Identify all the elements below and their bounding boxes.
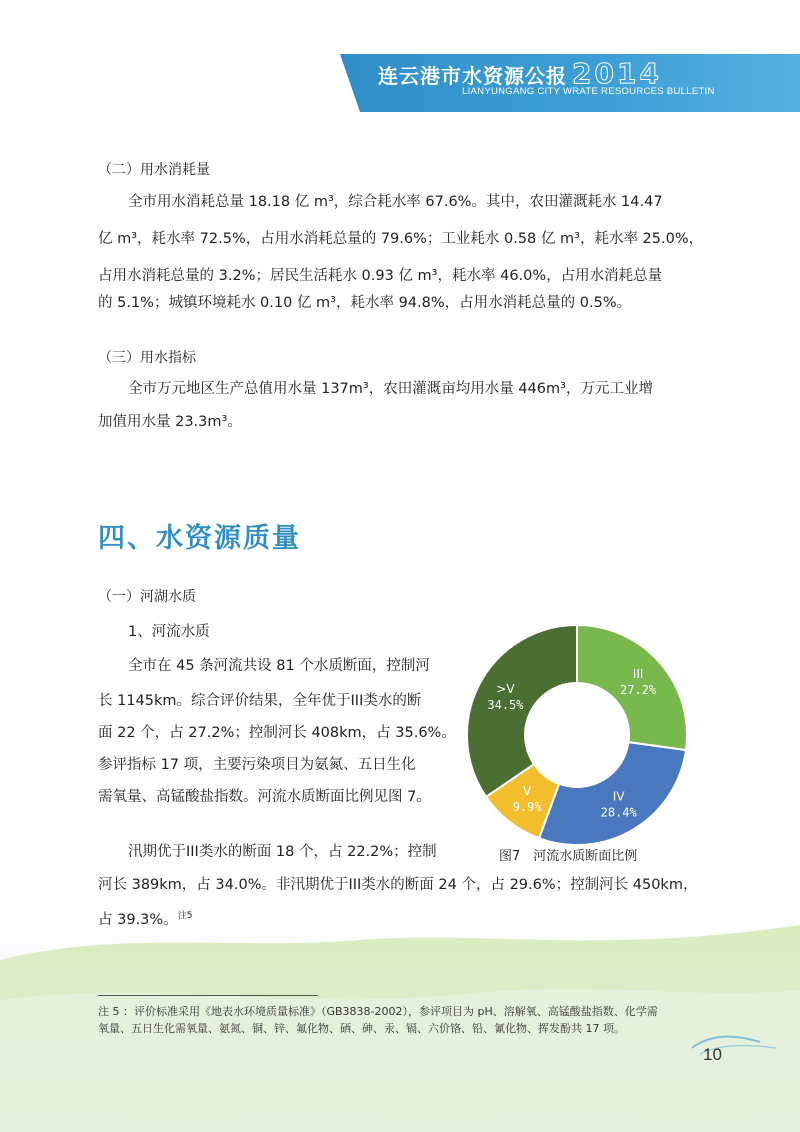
donut-category-label: >V [496,682,515,697]
flood-season-line-1: 汛期优于III类水的断面 18 个，占 22.2%；控制 [128,844,437,860]
flood-season-line-2: 河长 389km，占 34.0%。非汛期优于III类水的断面 24 个，占 29.6%；控制河长 450km， [98,877,698,893]
donut-value-label: 27.2% [620,682,657,697]
footnote-ref[interactable]: 注5 [177,911,193,921]
footnote-line-1: 注 5 ：评价标准采用《地表水环境质量标准》（GB3838-2002），参评项目为 pH、溶解氧、高锰酸盐指数、化学需 [98,1005,658,1018]
header-subtitle: LIANYUNGANG CITY WRATE RESOURCES BULLETIN [462,86,715,97]
consumption-heading: （二）用水消耗量 [98,162,210,178]
footnote-line-2: 氧量、五日生化需氧量、氨氮、铜、锌、氟化物、硒、砷、汞、镉、六价铬、铅、氰化物、挥发酚共 17 项。 [98,1022,625,1035]
page-number: 10 [703,1045,722,1064]
indicators-heading: （三）用水指标 [98,350,196,366]
quality-para-line-4: 参评指标 17 项，主要污染项目为氨氮、五日生化 [98,757,416,773]
river-quality-heading: 1、河流水质 [128,624,210,640]
header-title: 连云港市水资源公报 [378,64,567,88]
consumption-line-2: 亿 m³，耗水率 72.5%，占用水消耗总量的 79.6%；工业耗水 0.58 亿 m³，耗水率 25.0%， [98,231,704,247]
quality-para-line-2: 长 1145km。综合评价结果，全年优于III类水的断 [98,693,422,709]
river-quality-donut-chart [462,620,692,850]
donut-category-label: V [523,783,532,798]
indicators-line-1: 全市万元地区生产总值用水量 137m³，农田灌溉亩均用水量 446m³，万元工业增 [128,381,653,397]
quality-para-line-5: 需氧量、高锰酸盐指数。河流水质断面比例见图 7。 [98,789,431,805]
donut-category-label: IV [612,789,625,804]
footnote [98,1003,708,1037]
indicators-line-2: 加值用水量 23.3m³。 [98,414,242,430]
donut-value-label: 28.4% [600,805,637,820]
consumption-line-4: 的 5.1%；城镇环境耗水 0.10 亿 m³，耗水率 94.8%，占用水消耗总量的 0.5%。 [98,295,632,311]
header-year: 2014 [572,57,662,90]
donut-category-label: III [632,666,644,681]
quality-para-line-3: 面 22 个，占 27.2%；控制河长 408km，占 35.6%。 [98,725,456,741]
section-heading-quality: 四、水资源质量 [98,523,301,554]
figure-caption: 图7 河流水质断面比例 [499,849,638,864]
quality-para-line-1: 全市在 45 条河流共设 81 个水质断面，控制河 [128,658,430,674]
donut-value-label: 9.9% [512,799,542,814]
rivers-lakes-heading: （一）河湖水质 [98,589,196,605]
donut-value-label: 34.5% [487,698,524,713]
footnote-rule [98,995,318,996]
flood-season-line-3: 占 39.3%。$^{注5}$ [98,911,193,928]
consumption-line-1: 全市用水消耗总量 18.18 亿 m³，综合耗水率 67.6%。其中，农田灌溉耗水 14.47 [128,194,663,210]
consumption-line-3: 占用水消耗总量的 3.2%；居民生活耗水 0.93 亿 m³，耗水率 46.0%，占用水消耗总量 [98,268,663,284]
